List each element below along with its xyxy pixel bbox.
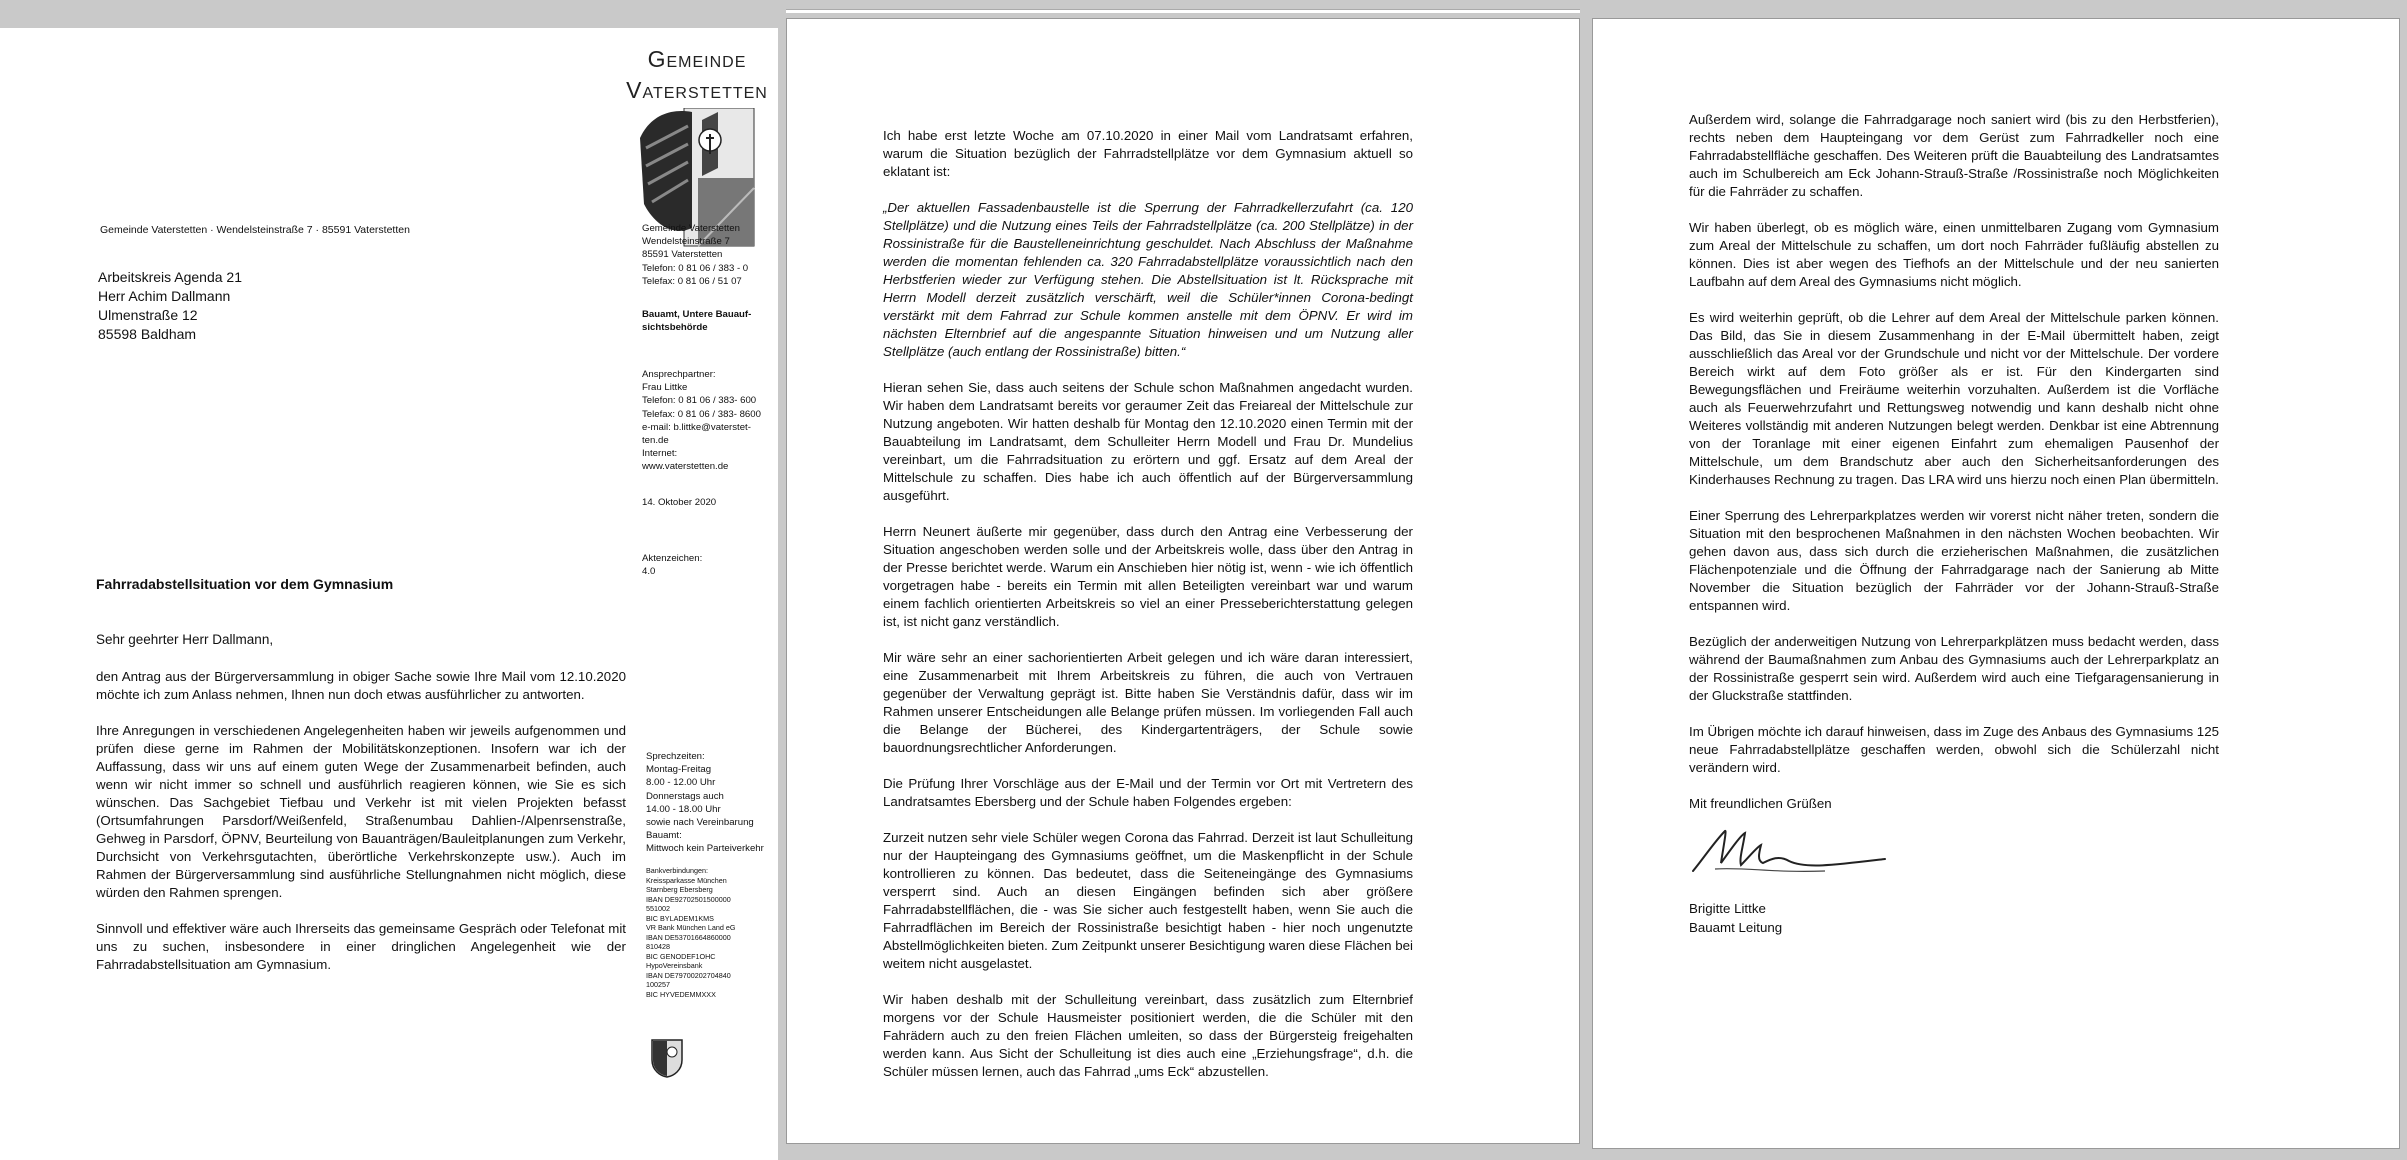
paragraph: Wir haben überlegt, ob es möglich wäre, einen unmittelbaren Zugang vom Gymnasium zum Areal der Mittelschule zu schaffen, um dort noch Fahrräder fußläufig abstellen zu können. Dies ist aber wegen des Tiefhofs an der Mittelschule und der neu sanierten Laufbahn auf dem Areal des Gymnasiums nicht möglich. (1689, 220, 2219, 289)
bank-line: Bankverbindungen: (646, 866, 708, 875)
bank-details (646, 866, 778, 999)
letter-subject: Fahrradabstellsituation vor dem Gymnasium (96, 576, 394, 592)
letter-body-page-3 (1689, 111, 2219, 831)
hours-line: Sprechzeiten: (646, 751, 705, 762)
bank-line: IBAN DE53701664860000 (646, 932, 731, 942)
sidebar-line: Telefax: 0 81 06 / 51 07 (642, 275, 742, 287)
hours-line: Bauamt: (646, 830, 682, 842)
office-hours (646, 750, 778, 856)
department-line: sichtsbehörde (642, 322, 708, 334)
contact-line: Ansprechpartner: (642, 369, 716, 380)
paragraph: Im Übrigen möchte ich darauf hinweisen, dass im Zuge des Anbaus des Gymnasiums 125 neue Fahrradabstellplätze geschaffen werden, obwohl sich die Schülerzahl nicht verändern wird. (1689, 724, 2219, 775)
salutation: Sehr geehrter Herr Dallmann, (96, 632, 274, 647)
handwritten-signature (1685, 819, 1905, 889)
letter-body-page-1 (96, 668, 626, 992)
paragraph: Zurzeit nutzen sehr viele Schüler wegen Corona das Fahrrad. Derzeit ist laut Schulleitung nur der Haupteingang des Gymnasiums geöffnet, um die Maskenpflicht in der Schule kontrollieren zu können. Das bedeutet, dass die Seiteneingänge des Gymnasiums versperrt sind. Auch an diesen Eingängen befinden sich aber größere Fahrradabstellflächen, die - was Sie sicher auch festgestellt haben, wenn Sie auch die Fahrradflächen im Bereich der Rossinistraße besichtigt haben - hier noch ungenutzte Abstellmöglichkeiten bieten. Zum Zeitpunkt unserer Besichtigung waren diese Flächen bei weitem nicht ausgelastet. (883, 830, 1413, 971)
reference-label: Aktenzeichen: (642, 553, 703, 564)
quoted-paragraph: „Der aktuellen Fassadenbaustelle ist die Sperrung der Fahrradkellerzufahrt (ca. 120 Stellplätze) und die Nutzung eines Teils der Fahrradstellplätze (ca. 200 Stellplätze) in der Rossinistraße für die Baustelleneinrichtung geschuldet. Nach Abschluss der Maßnahme werden die momentan fehlenden ca. 320 Fahrradabstellplätze voraussichtlich nach den Herbstferien wieder zur Verfügung stehen. Die Abstellsituation ist lt. Rücksprache mit Herrn Modell derzeit zusätzlich verschärft, weil die Schüler*innen Corona-bedingt verstärkt mit dem Fahrrad zur Schule kommen anstelle mit dem ÖPNV. Er wird im nächsten Elternbrief auf die angespannte Situation hinweisen und um Nutzung aller Stellplätze (auch entlang der Rossinistraße) bitten.“ (883, 200, 1413, 359)
paragraph: Es wird weiterhin geprüft, ob die Lehrer auf dem Areal der Mittelschule parken können. Das Bild, das Sie in diesem Zusammenhang in der E-Mail übermittelt haben, zeigt ausschließlich das Areal vor der Grundschule und nicht vor der Mittelschule. Der vordere Bereich wirkt auf dem Foto größer als er ist. Für den Kindergarten sind Bewegungsflächen und Freiräume weiterhin vorzuhalten. Außerdem ist die Vorfläche auch als Feuerwehrzufahrt und Rettungsweg notwendig und kann deshalb nicht ohne Weiteres vollständig mit anderen Nutzungen belegt werden. Denkbar ist eine Abtrennung von der Toranlage mit einer eigenen Einfahrt zum ehemaligen Pausenhof der Mittelschule, um dem Brandschutz aber auch den Sicherheitsanforderungen des Kinderhauses Rechnung zu tragen. Das LRA wird uns hierzu noch einen Plan übermitteln. (1689, 310, 2219, 487)
department (642, 308, 774, 334)
department-line: Bauamt, Untere Bauauf- (642, 309, 752, 320)
sidebar-line: 85591 Vaterstetten (642, 249, 723, 261)
contact-info (642, 368, 776, 474)
bank-line: 810428 (646, 942, 670, 951)
bank-line: VR Bank München Land eG (646, 923, 736, 932)
paragraph: Herrn Neunert äußerte mir gegenüber, dass durch den Antrag eine Verbesserung der Situation angeschoben werden solle und der Arbeitskreis wolle, dass über den Antrag in der Presse berichtet werde. Warum ein Anschieben hier nötig ist, wenn - wie ich öffentlich vorgetragen habe - bereits ein Termin mit allen Beteiligten vereinbart war und warum einem fachlich orientierten Arbeitskreis so viel an einer Presseberichterstattung gelegen ist, ist nicht ganz verständlich. (883, 524, 1413, 629)
hours-line: 8.00 - 12.00 Uhr (646, 777, 716, 789)
municipality-name (622, 44, 772, 106)
hours-line: sowie nach Vereinbarung (646, 817, 754, 829)
bank-line: BIC GENODEF1OHC (646, 951, 716, 961)
paragraph: Hieran sehen Sie, dass auch seitens der Schule schon Maßnahmen angedacht wurden. Wir haben dem Landratsamt bereits vor geraumer Zeit das Freiareal der Mittelschule zur Nutzung angeboten. Wir hatten deshalb für Montag den 12.10.2020 einen Termin mit der Bauabteilung im Landratsamt, dem Schulleiter Herrn Modell und Frau Dr. Mundelius vereinbart, um die Fahrradsituation zu erörtern und ggf. Ersatz auf dem Areal der Mittelschule zu schaffen. Dies habe ich auch öffentlich auf der Bürgerversammlung ausgeführt. (883, 380, 1413, 503)
paragraph: Ich habe erst letzte Woche am 07.10.2020 in einer Mail vom Landratsamt erfahren, warum die Situation bezüglich der Fahrradstellplätze vor dem Gymnasium aktuell so eklatant ist: (883, 128, 1413, 179)
sender-line: Gemeinde Vaterstetten · Wendelsteinstraße 7 · 85591 Vaterstetten (100, 224, 410, 236)
bank-line: HypoVereinsbank (646, 961, 703, 970)
contact-line: Telefon: 0 81 06 / 383- 600 (642, 395, 757, 407)
paragraph: Ihre Anregungen in verschiedenen Angelegenheiten haben wir jeweils aufgenommen und prüfen diese gerne im Rahmen der Mobilitätskonzeptionen. Insofern war ich der Auffassung, dass wir uns auf einem guten Wege der Zusammenarbeit befinden, auch wenn wir nicht immer so schnell und ausführlich reagieren können, wie Sie es sich wünschen. Das Sachgebiet Tiefbau und Verkehr ist mit vielen Projekten befasst (Ortsumfahrungen Parsdorf/Weißenfeld, Straßenumbau Dahlien-/Alpenrsenstraße, Gehweg in Parsdorf, ÖPNV, Beurteilung von Bauanträgen/Bauleitplanungen zum Verkehr, Durchsicht von Verkehrsgutachten, überörtliche Verkehrskonzepte usw.). Auch im Rahmen der Bürgerversammlung sind ausführliche Stellungnahmen nicht möglich, diese würden den Rahmen sprengen. (96, 723, 626, 900)
hours-line: Mittwoch kein Parteiverkehr (646, 843, 764, 855)
letter-page-3 (1592, 18, 2400, 1149)
recipient-line: Herr Achim Dallmann (98, 288, 231, 304)
reference-number (642, 552, 702, 578)
paragraph: Wir haben deshalb mit der Schulleitung vereinbart, dass zusätzlich zum Elternbrief morgens vor der Schule Hausmeister positioniert werden, die die Schüler mit den Fahrädern auch zu den freien Flächen umleiten, so dass der Bürgersteig freigehalten werden kann. Aus Sicht der Schulleitung ist dies auch eine „Erziehungsfrage“, d.h. die Schüler müssen lernen, auch das Fahrrad „ums Eck“ abzustellen. (883, 992, 1413, 1079)
recipient-address (98, 268, 242, 344)
sidebar-line: Wendelsteinstraße 7 (642, 236, 730, 248)
hours-line: Montag-Freitag (646, 764, 712, 776)
contact-website[interactable]: www.vaterstetten.de (642, 461, 729, 473)
bank-line: BIC HYVEDEMMXXX (646, 989, 716, 999)
letter-page-2 (786, 18, 1580, 1144)
reference-value: 4.0 (642, 566, 656, 578)
signer-name: Brigitte Littke (1689, 901, 1766, 916)
contact-email-cont[interactable]: ten.de (642, 435, 669, 447)
letter-page-1 (0, 28, 778, 1160)
signer-title: Bauamt Leitung (1689, 920, 1783, 935)
paragraph: den Antrag aus der Bürgerversammlung in obiger Sache sowie Ihre Mail vom 12.10.2020 möchte ich zum Anlass nehmen, Ihnen nun doch etwas ausführlicher zu antworten. (96, 669, 626, 702)
municipality-line-1: Gemeinde (647, 46, 747, 72)
letter-body-page-2 (883, 127, 1413, 1099)
letter-date: 14. Oktober 2020 (642, 497, 717, 508)
contact-email[interactable]: e-mail: b.littke@vaterstet- (642, 421, 751, 433)
recipient-line: 85598 Baldham (98, 326, 197, 342)
contact-line: Frau Littke (642, 382, 688, 394)
paragraph: Bezüglich der anderweitigen Nutzung von Lehrerparkplätzen muss bedacht werden, dass während der Baumaßnahmen zum Anbau des Gymnasiums auch der Lehrerparkplatz an der Rossinistraße gesperrt sein wird. Außerdem wird auch eine Tiefgaragensanierung in der Gluckstraße stattfinden. (1689, 634, 2219, 703)
bank-line: IBAN DE79700202704840 (646, 970, 731, 980)
paragraph: Mir wäre sehr an einer sachorientierten Arbeit gelegen und ich wäre daran interessiert, eine Zusammenarbeit mit Ihrem Arbeitskreis zu führen, die auch von Vertrauen gegenüber der Verwaltung geprägt ist. Bitte haben Sie Verständnis dafür, dass wir im Rahmen unserer Entscheidungen alle Belange prüfen müssen. Im vorliegenden Fall auch die Belange der Bücherei, des Kindergartenträgers, der Schule sowie bauordnungsrechtlicher Anforderungen. (883, 650, 1413, 755)
small-coat-of-arms-icon (650, 1038, 684, 1078)
bank-line: 100257 (646, 980, 670, 989)
municipality-line-2: Vaterstetten (626, 77, 768, 103)
bank-line: 551002 (646, 904, 670, 913)
sidebar-address (642, 222, 774, 288)
hours-line: Donnerstags auch (646, 790, 724, 802)
bank-line: Starnberg Ebersberg (646, 885, 713, 894)
contact-line: Telefax: 0 81 06 / 383- 8600 (642, 408, 761, 420)
bank-line: IBAN DE92702501500000 (646, 894, 731, 904)
signature-block (1689, 899, 1782, 937)
bank-line: Kreissparkasse München (646, 875, 727, 885)
closing: Mit freundlichen Grüßen (1689, 796, 1832, 811)
paragraph: Sinnvoll und effektiver wäre auch Ihrerseits das gemeinsame Gespräch oder Telefonat mit uns zu suchen, insbesondere in einer dringlichen Angelegenheit wie der Fahrradabstellsituation am Gymnasium. (96, 921, 626, 972)
paragraph: Außerdem wird, solange die Fahrradgarage noch saniert wird (bis zu den Herbstferien), rechts neben dem Haupteingang vor dem Gerüst zum Fahrradkeller noch eine Fahrradabstellfläche geschaffen. Des Weiteren prüft die Bauabteilung des Landratsamtes auch im Schulbereich am Eck Johann-Strauß-Straße /Rossinistraße noch Möglichkeiten für die Fahrräder zu schaffen. (1689, 112, 2219, 199)
bank-line: BIC BYLADEM1KMS (646, 913, 714, 923)
recipient-line: Arbeitskreis Agenda 21 (98, 269, 242, 285)
sidebar-line: Telefon: 0 81 06 / 383 - 0 (642, 262, 749, 274)
page-2-edge (786, 9, 1580, 13)
recipient-line: Ulmenstraße 12 (98, 307, 198, 323)
hours-line: 14.00 - 18.00 Uhr (646, 803, 721, 815)
paragraph: Einer Sperrung des Lehrerparkplatzes werden wir vorerst nicht näher treten, sondern die Situation mit den besprochenen Maßnahmen in den nächsten Wochen beobachten. Wir gehen davon aus, dass sich durch die erzieherischen Maßnahmen, die zusätzlichen Flächenpotenziale und die Öffnung der Fahrradgarage nach der Sanierung ab Mitte November die Situation bezüglich der Fahrräder vor der Johann-Strauß-Straße entspannen wird. (1689, 508, 2219, 613)
contact-line: Internet: (642, 448, 678, 460)
paragraph: Die Prüfung Ihrer Vorschläge aus der E-Mail und der Termin vor Ort mit Vertretern des Landratsamtes Ebersberg und der Schule haben Folgendes ergeben: (883, 776, 1413, 809)
sidebar-line: Gemeinde Vaterstetten (642, 223, 740, 234)
